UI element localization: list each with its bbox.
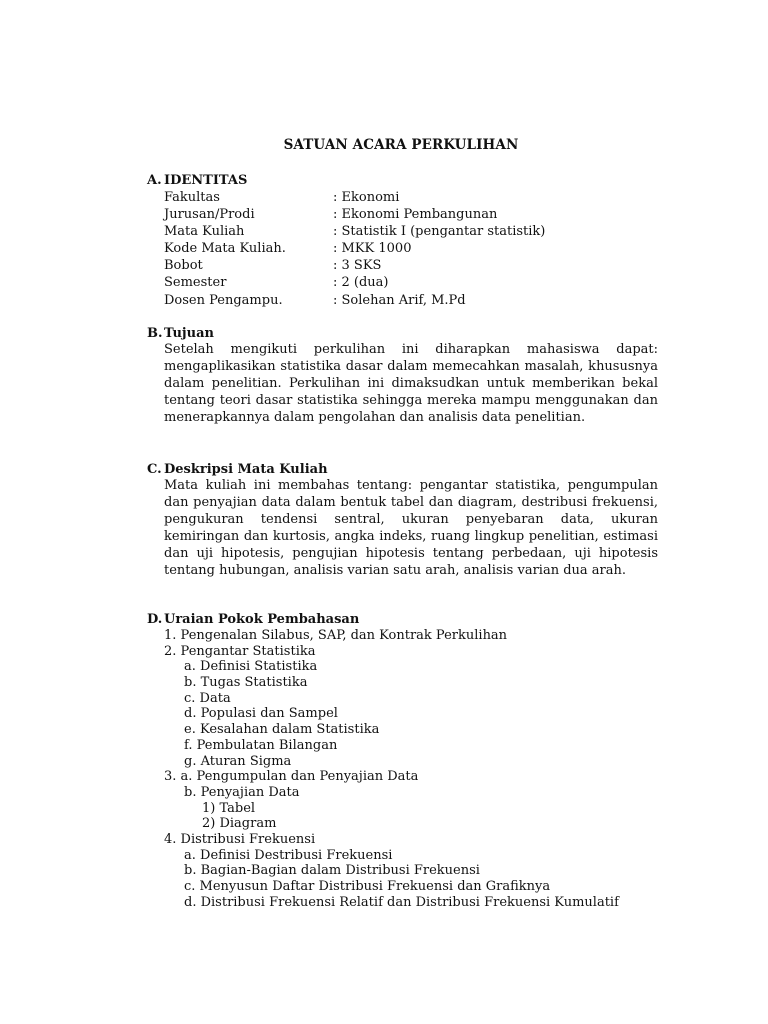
list-item: 1. Pengenalan Silabus, SAP, dan Kontrak Perkulihan [164, 628, 508, 643]
deskripsi-paragraph: Mata kuliah ini membahas tentang: pengantar statistika, pengumpulan dan penyajian data dalam bentuk tabel dan diagram, destribusi frekuensi, pengukuran tendensi sentral, ukuran penyebaran data, ukuran kemiringan dan kurtosis, angka indeks, ruang lingkup penelitian, estimasi dan uji hipotesis, pengujian hipotesis tentang perbedaan, uji hipotesis tentang hubungan, analisis varian satu arah, analisis varian dua arah. [164, 478, 658, 578]
identity-key: Jurusan/Prodi [164, 207, 255, 223]
list-item: g. Aturan Sigma [184, 753, 292, 769]
list-item: b. Tugas Statistika [184, 675, 308, 691]
identity-key: Dosen Pengampu. [164, 292, 283, 308]
identity-key: Kode Mata Kuliah. [164, 241, 286, 257]
list-item: d. Populasi dan Sampel [184, 706, 338, 722]
list-item: 3. a. Pengumpulan dan Penyajian Data [164, 769, 419, 785]
identity-value: : Solehan Arif, M.Pd [333, 292, 466, 308]
list-item: d. Distribusi Frekuensi Relatif dan Distribusi Frekuensi Kumulatif [184, 894, 619, 910]
list-item: a. Definisi Statistika [184, 659, 318, 675]
list-item: c. Menyusun Daftar Distribusi Frekuensi dan Grafiknya [184, 879, 551, 894]
identity-value: : MKK 1000 [333, 241, 412, 257]
section-heading [147, 325, 661, 342]
list-item: b. Bagian-Bagian dalam Distribusi Frekuensi [184, 863, 480, 879]
list-item: a. Definisi Destribusi Frekuensi [184, 847, 393, 863]
identity-row [147, 257, 661, 274]
identity-key: Mata Kuliah [164, 224, 245, 240]
identity-row [147, 274, 661, 291]
section-title: IDENTITAS [164, 173, 248, 188]
section-letter: D. [147, 612, 163, 627]
identity-value: : 3 SKS [333, 258, 382, 274]
identity-row [147, 292, 661, 309]
identity-table [147, 189, 661, 309]
section-letter: B. [147, 326, 163, 341]
list-item: b. Penyajian Data [184, 784, 300, 800]
identity-key: Fakultas [164, 190, 220, 205]
identity-value: : Ekonomi Pembangunan [333, 207, 498, 223]
identity-key: Bobot [164, 258, 203, 274]
section-heading [147, 461, 661, 478]
identity-row [147, 189, 661, 206]
section-title: Uraian Pokok Pembahasan [164, 612, 360, 627]
section-letter: C. [147, 462, 162, 477]
list-item: e. Kesalahan dalam Statistika [184, 722, 380, 738]
identity-value: : 2 (dua) [333, 275, 389, 291]
document-title: SATUAN ACARA PERKULIHAN [283, 137, 519, 153]
identity-value: : Statistik I (pengantar statistik) [333, 224, 546, 240]
section-title: Deskripsi Mata Kuliah [164, 462, 328, 477]
section-heading [147, 172, 661, 189]
section-tujuan [147, 325, 661, 427]
list-item: 2. Pengantar Statistika [164, 643, 316, 659]
list-item: 1) Tabel [202, 800, 256, 816]
section-deskripsi [147, 461, 661, 579]
identity-row [147, 206, 661, 223]
identity-row [147, 240, 661, 257]
section-uraian [147, 611, 661, 910]
list-item: 4. Distribusi Frekuensi [164, 831, 316, 847]
identity-value: : Ekonomi [333, 190, 400, 205]
list-item: 2) Diagram [202, 816, 277, 832]
tujuan-paragraph: Setelah mengikuti perkulihan ini diharapkan mahasiswa dapat: mengaplikasikan statistika dasar dalam memecahkan masalah, khususnya dalam penelitian. Perkulihan ini dimaksudkan untuk memberikan bekal tentang teori dasar statistika sehingga mereka mampu menggunakan dan menerapkannya dalam pengolahan dan analisis data penelitian. [164, 342, 658, 425]
identity-key: Semester [164, 275, 227, 291]
section-title: Tujuan [164, 326, 214, 341]
list-item: f. Pembulatan Bilangan [184, 737, 338, 753]
section-identitas [147, 172, 661, 309]
section-letter: A. [147, 173, 162, 188]
list-item: c. Data [184, 690, 231, 706]
topic-list [147, 628, 661, 910]
identity-row [147, 223, 661, 240]
section-heading [147, 611, 661, 628]
